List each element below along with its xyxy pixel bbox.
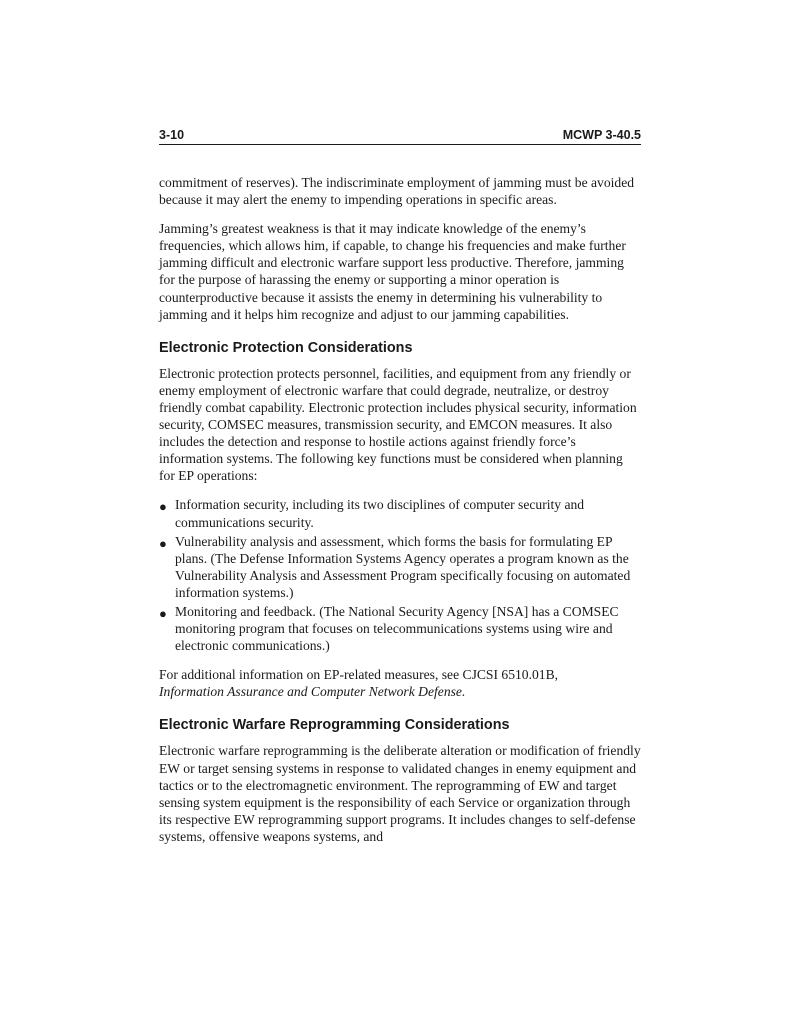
- document-id: MCWP 3-40.5: [562, 128, 641, 142]
- bullet-text: Vulnerability analysis and assessment, which forms the basis for formulating EP plans. (The Defense Information Systems Agency operates a program known as the Vulnerability Analysis and Assessment Program specifically focusing on automated information systems.): [175, 533, 631, 600]
- bullet-icon: ●: [159, 605, 167, 621]
- reference-title: Information Assurance and Computer Network Defense.: [159, 684, 466, 700]
- ewr-heading: Electronic Warfare Reprogramming Considerations: [159, 717, 510, 734]
- list-item: [159, 533, 641, 601]
- page-body: [159, 174, 641, 857]
- ep-bullet-list: [159, 496, 641, 654]
- ep-heading: Electronic Protection Considerations: [159, 339, 413, 356]
- ep-intro: Electronic protection protects personnel, facilities, and equipment from any friendly or enemy employment of electronic warfare that could degrade, neutralize, or destroy friendly combat capability. Electronic protection includes physical security, information security, COMSEC measures, transmission security, and EMCON measures. It also includes the detection and response to hostile actions against friendly force’s information systems. The following key functions must be considered when planning for EP operations:: [159, 365, 637, 484]
- bullet-text: Information security, including its two disciplines of computer security and communications security.: [175, 497, 585, 530]
- ewr-body: Electronic warfare reprogramming is the deliberate alteration or modification of friendly EW or target sensing systems in response to validated changes in enemy equipment and tactics or to the electromagnetic environment. The reprogramming of EW and target sensing system equipment is the responsibility of each Service or organization through its respective EW reprogramming support programs. It includes changes to self-defense systems, offensive weapons systems, and: [159, 743, 641, 844]
- reference-prefix: For additional information on EP-related measures, see CJCSI 6510.01B,: [159, 667, 559, 683]
- bullet-text: Monitoring and feedback. (The National Security Agency [NSA] has a COMSEC monitoring program that focuses on telecommunications systems using wire and electronic communications.): [175, 603, 619, 654]
- page-number: 3-10: [159, 128, 185, 142]
- document-page: [159, 128, 641, 844]
- paragraph-2: Jamming’s greatest weakness is that it may indicate knowledge of the enemy’s frequencies, which allows him, if capable, to change his frequencies and make further jamming difficult and electronic warfare support less productive. Therefore, jamming for the purpose of harassing the enemy or supporting a minor operation is counterproductive because it assists the enemy in determining his vulnerability to jamming and it helps him recognize and adjust to our jamming capabilities.: [159, 221, 626, 322]
- bullet-icon: ●: [159, 535, 167, 551]
- header-rule: [159, 144, 641, 145]
- list-item: [159, 603, 641, 654]
- bullet-icon: ●: [159, 499, 167, 515]
- ep-reference: [159, 666, 641, 700]
- page-header: [159, 128, 641, 144]
- list-item: [159, 496, 641, 530]
- paragraph-1: commitment of reserves). The indiscriminate employment of jamming must be avoided because it may alert the enemy to impending operations in specific areas.: [159, 175, 635, 208]
